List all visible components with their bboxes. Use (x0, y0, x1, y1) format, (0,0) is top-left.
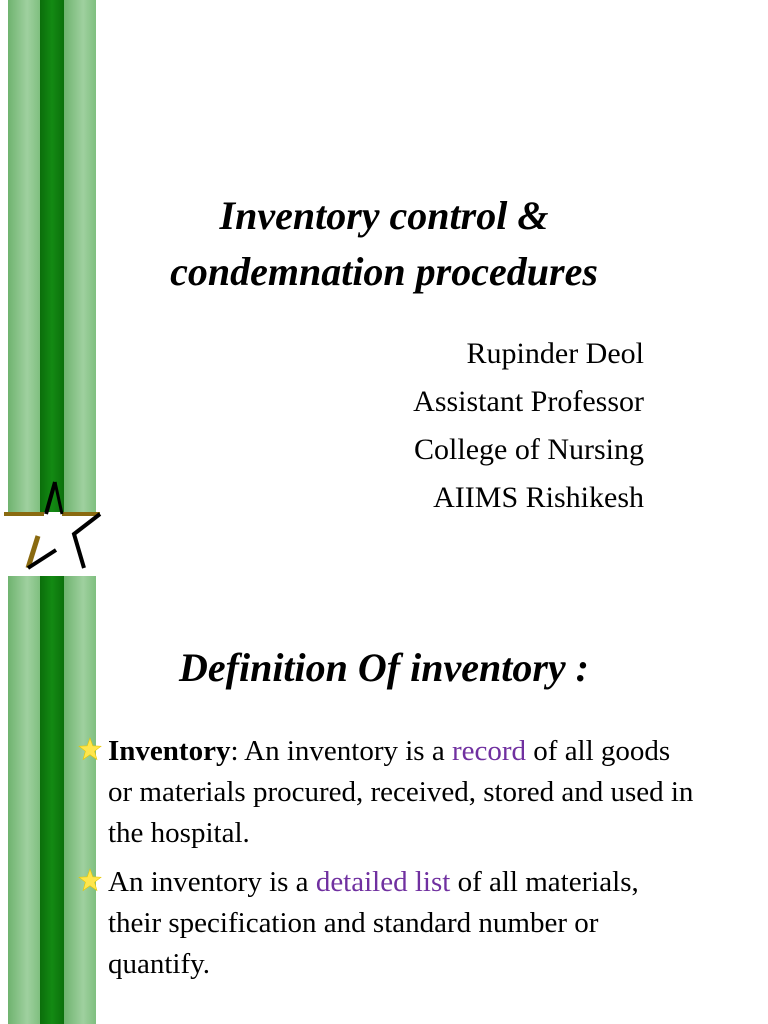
slide-title: Definition Of inventory : (179, 645, 589, 690)
author-institute: AIIMS Rishikesh (433, 481, 644, 512)
list-item (78, 862, 698, 985)
bullet1-text-1: : An inventory is a (230, 735, 452, 767)
bullet-list (78, 731, 698, 993)
term-inventory: Inventory (108, 735, 231, 767)
list-item (78, 731, 698, 854)
author-block (413, 330, 644, 512)
bullet-star-icon (78, 868, 102, 892)
bullet1-text-2: of all goods or materials procured, received, stored and used in the hospital. (108, 735, 694, 849)
bullet-star-icon (78, 737, 102, 761)
bullet2-text-1: An inventory is a (108, 866, 316, 898)
highlight-record: record (451, 735, 527, 767)
bullet2-text-2: of all materials, their specification and standard number or quantify. (108, 866, 639, 980)
title-line-1: Inventory control & (219, 193, 549, 238)
highlight-detailed-list: detailed list (315, 866, 451, 898)
outline-star-icon (0, 470, 110, 576)
definition-slide (0, 576, 768, 1024)
title-line-2: condemnation procedures (170, 249, 598, 294)
author-college: College of Nursing (414, 433, 644, 466)
green-side-bars (8, 0, 96, 512)
presentation-title (100, 188, 668, 300)
author-position: Assistant Professor (413, 385, 644, 418)
author-name: Rupinder Deol (466, 337, 644, 370)
